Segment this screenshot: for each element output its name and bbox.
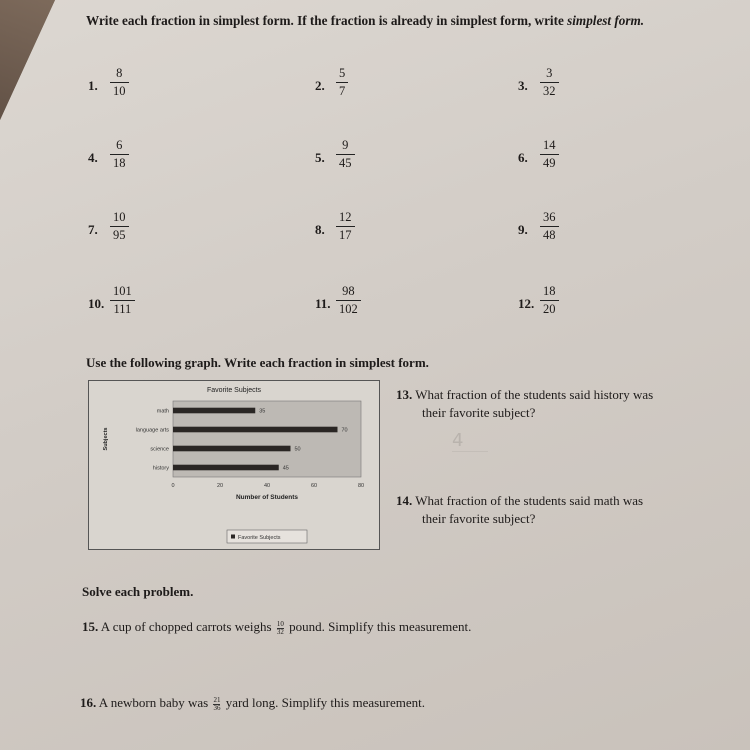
numerator: 36 <box>543 210 556 224</box>
problem-16-number: 16. <box>80 695 97 710</box>
problem-6-fraction <box>540 138 559 171</box>
fraction-bar <box>110 82 129 83</box>
question-14-line1: What fraction of the students said math was <box>415 493 644 508</box>
problem-4-fraction <box>110 138 129 171</box>
problem-4-number: 4. <box>88 150 98 165</box>
problem-15-text-before: A cup of chopped carrots weighs <box>100 619 272 634</box>
problem-15-text-after: pound. Simplify this measurement. <box>289 619 472 634</box>
question-14-number: 14. <box>396 493 413 508</box>
instructions-main: Write each fraction in simplest form. If the fraction is already in simplest form, write <box>86 13 564 28</box>
problem-8-fraction <box>336 210 355 243</box>
x-tick-label: 60 <box>310 483 318 489</box>
denominator: 32 <box>543 84 556 98</box>
instructions <box>86 12 726 29</box>
problem-12-fraction <box>540 284 559 317</box>
fraction-bar <box>540 226 559 227</box>
data-label: 70 <box>341 427 348 434</box>
problem-6-number: 6. <box>518 150 528 165</box>
numerator: 101 <box>113 284 132 298</box>
problem-11-number: 11. <box>315 296 331 311</box>
chart-title: Favorite Subjects <box>206 387 262 394</box>
numerator: 3 <box>546 66 553 80</box>
fraction-bar <box>336 154 355 155</box>
x-tick-label: 0 <box>171 483 175 489</box>
category-label: language arts <box>135 427 169 434</box>
question-13 <box>396 386 653 422</box>
problem-7-number: 7. <box>88 222 98 237</box>
problem-1-number: 1. <box>88 78 98 93</box>
problem-11-fraction <box>336 284 361 317</box>
graph-section-title: Use the following graph. Write each fraction in simplest form. <box>86 355 429 370</box>
problem-10-number: 10. <box>88 296 105 311</box>
fraction-bar <box>110 300 135 301</box>
problem-12-number: 12. <box>518 296 535 311</box>
problem-16-denominator: 36 <box>213 703 221 712</box>
favorite-subjects-chart <box>88 380 380 550</box>
fraction-bar <box>110 226 129 227</box>
fraction-bar <box>540 300 559 301</box>
problem-3-fraction <box>540 66 559 99</box>
problem-15-denominator: 32 <box>276 627 284 636</box>
numerator: 5 <box>339 66 346 80</box>
data-label: 35 <box>259 408 266 415</box>
problem-5-number: 5. <box>315 150 325 165</box>
problem-8-number: 8. <box>315 222 325 237</box>
problem-7-fraction <box>110 210 129 243</box>
y-axis-label: Subjects <box>103 427 109 451</box>
bar-language-arts <box>173 427 338 433</box>
numerator: 9 <box>342 138 349 152</box>
denominator: 7 <box>339 84 346 98</box>
problem-16-text-after: yard long. Simplify this measurement. <box>225 695 426 710</box>
data-label: 45 <box>282 465 289 472</box>
question-14 <box>396 492 643 528</box>
category-label: science <box>150 446 169 453</box>
question-13-line2: their favorite subject? <box>422 405 536 420</box>
x-tick-label: 80 <box>357 483 365 489</box>
problem-10-fraction <box>110 284 135 317</box>
numerator: 12 <box>339 210 352 224</box>
word-problem-15 <box>82 618 471 636</box>
x-axis-label: Number of Students <box>235 494 299 501</box>
handwritten-answer: 4 <box>452 430 488 452</box>
fraction-bar <box>540 82 559 83</box>
denominator: 102 <box>339 302 358 316</box>
problem-9-number: 9. <box>518 222 528 237</box>
denominator: 17 <box>339 228 352 242</box>
x-tick-label: 20 <box>216 483 224 489</box>
bar-science <box>173 446 291 452</box>
problem-15-numerator: 10 <box>276 619 284 628</box>
word-problem-16 <box>80 694 425 712</box>
numerator: 6 <box>116 138 123 152</box>
data-label: 50 <box>294 446 301 453</box>
question-13-line1: What fraction of the students said history was <box>415 387 654 402</box>
instructions-italic: simplest form. <box>567 13 645 28</box>
category-label: math <box>156 408 169 415</box>
solve-section-title: Solve each problem. <box>82 584 194 599</box>
problem-16-numerator: 21 <box>213 695 221 704</box>
bar-math <box>173 408 255 414</box>
fraction-bar <box>336 82 348 83</box>
denominator: 49 <box>543 156 556 170</box>
bar-history <box>173 465 279 471</box>
numerator: 10 <box>113 210 126 224</box>
problem-1-fraction <box>110 66 129 99</box>
numerator: 98 <box>342 284 355 298</box>
problem-2-number: 2. <box>315 78 325 93</box>
numerator: 18 <box>543 284 556 298</box>
denominator: 95 <box>113 228 126 242</box>
numerator: 14 <box>543 138 556 152</box>
denominator: 18 <box>113 156 126 170</box>
fraction-bar <box>336 226 355 227</box>
category-label: history <box>152 465 169 472</box>
chart-svg <box>89 381 379 549</box>
denominator: 111 <box>113 302 132 316</box>
denominator: 10 <box>113 84 126 98</box>
denominator: 45 <box>339 156 352 170</box>
x-tick-label: 40 <box>263 483 271 489</box>
legend-swatch <box>231 535 235 539</box>
fraction-bar <box>336 300 361 301</box>
problem-5-fraction <box>336 138 355 171</box>
fraction-bar <box>110 154 129 155</box>
problem-15-fraction <box>277 621 284 636</box>
problem-16-fraction <box>213 697 220 712</box>
denominator: 48 <box>543 228 556 242</box>
fraction-bar <box>540 154 559 155</box>
denominator: 20 <box>543 302 556 316</box>
problem-16-text-before: A newborn baby was <box>98 695 209 710</box>
problem-2-fraction <box>336 66 348 99</box>
problem-9-fraction <box>540 210 559 243</box>
problem-15-number: 15. <box>82 619 99 634</box>
problem-3-number: 3. <box>518 78 528 93</box>
question-13-number: 13. <box>396 387 413 402</box>
question-14-line2: their favorite subject? <box>422 511 536 526</box>
numerator: 8 <box>116 66 123 80</box>
legend-label: Favorite Subjects <box>238 535 281 541</box>
